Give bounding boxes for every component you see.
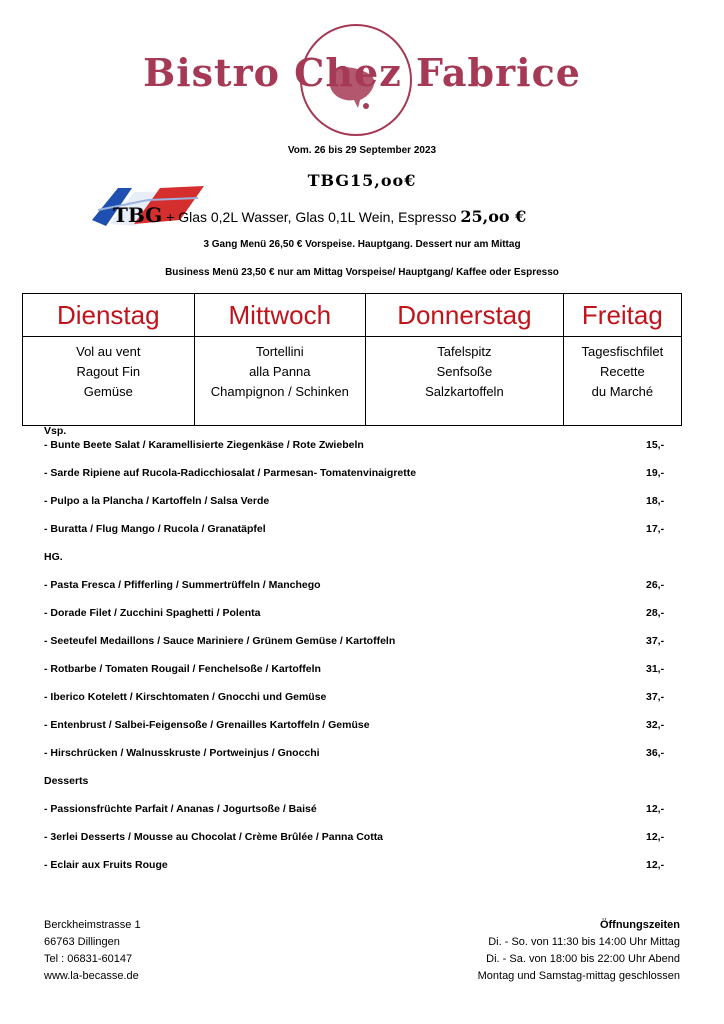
menu-item	[44, 829, 684, 857]
item-name: - Bunte Beete Salat / Karamellisierte Ziegenkäse / Rote Zwiebeln	[44, 439, 364, 451]
day-header: Donnerstag	[366, 294, 564, 337]
item-price: 12,-	[646, 831, 665, 843]
item-price: 17,-	[646, 523, 665, 535]
section-label: Vsp.	[44, 425, 67, 437]
item-name: - Hirschrücken / Walnusskruste / Portweinjus / Gnocchi	[44, 747, 320, 759]
item-price: 12,-	[646, 803, 665, 815]
logo-text: Bistro Chez Fabrice	[143, 50, 581, 95]
item-price: 18,-	[646, 495, 665, 507]
item-name: - Dorade Filet / Zucchini Spaghetti / Polenta	[44, 607, 261, 619]
dish-line: Gemüse	[83, 384, 133, 399]
item-name: - Rotbarbe / Tomaten Rougail / Fenchelsoße / Kartoffeln	[44, 663, 321, 675]
menu-item	[44, 437, 684, 465]
item-price: 37,-	[646, 635, 665, 647]
item-name: - Sarde Ripiene auf Rucola-Radicchiosalat / Parmesan- Tomatenvinaigrette	[44, 467, 417, 479]
three-course-menu: 3 Gang Menü 26,50 € Vorspeise. Hauptgang. Dessert nur am Mittag	[203, 239, 521, 250]
menu-item	[44, 745, 684, 773]
menu-item	[44, 689, 684, 717]
item-name: - Seeteufel Medaillons / Sauce Mariniere / Grünem Gemüse / Kartoffeln	[44, 635, 396, 647]
day-header: Mittwoch	[194, 294, 366, 337]
hours-line: Di. - Sa. von 18:00 bis 22:00 Uhr Abend	[486, 953, 680, 965]
day-dish	[366, 337, 564, 426]
menu-item	[44, 521, 684, 549]
address-city: 66763 Dillingen	[44, 936, 120, 948]
item-price: 31,-	[646, 663, 665, 675]
dish-line: Tagesfischfilet	[581, 344, 664, 359]
menu-item	[44, 465, 684, 493]
menu-item	[44, 717, 684, 745]
tbg-label: TBG	[113, 203, 163, 227]
dish-line: Recette	[599, 364, 645, 379]
a-la-carte-menu	[44, 423, 684, 885]
item-price: 37,-	[646, 691, 665, 703]
item-price: 19,-	[646, 467, 665, 479]
business-menu: Business Menü 23,50 € nur am Mittag Vorspeise/ Hauptgang/ Kaffee oder Espresso	[165, 267, 559, 278]
item-name: - 3erlei Desserts / Mousse au Chocolat / Crème Brûlée / Panna Cotta	[44, 831, 384, 843]
opening-hours	[478, 917, 680, 985]
dish-line: Tafelspitz	[437, 344, 492, 359]
menu-item	[44, 605, 684, 633]
menu-item	[44, 801, 684, 829]
hours-line: Montag und Samstag-mittag geschlossen	[477, 970, 680, 982]
section-label: Desserts	[44, 775, 89, 787]
dish-line: Tortellini	[255, 344, 304, 359]
item-price: 12,-	[646, 859, 665, 871]
weekly-menu-table	[22, 293, 682, 426]
tbg-price: TBG15,oo€	[307, 171, 417, 190]
item-name: - Pasta Fresca / Pfifferling / Summertrüffeln / Manchego	[44, 579, 321, 591]
menu-item	[44, 493, 684, 521]
address-street: Berckheimstrasse 1	[44, 919, 141, 931]
tbg-offer-row	[113, 203, 633, 227]
dish-line: Vol au vent	[76, 344, 141, 359]
item-price: 36,-	[646, 747, 665, 759]
address-block	[44, 917, 141, 985]
hours-line: Di. - So. von 11:30 bis 14:00 Uhr Mittag	[488, 936, 680, 948]
item-price: 26,-	[646, 579, 665, 591]
item-price: 15,-	[646, 439, 665, 451]
website-link[interactable]: www.la-becasse.de	[44, 970, 139, 982]
menu-item	[44, 577, 684, 605]
item-name: - Eclair aux Fruits Rouge	[44, 859, 168, 871]
day-header: Freitag	[563, 294, 681, 337]
day-dish	[194, 337, 366, 426]
menu-item	[44, 633, 684, 661]
dish-line: Senfsoße	[436, 364, 493, 379]
dish-line: du Marché	[591, 384, 654, 399]
dish-line: alla Panna	[249, 364, 311, 379]
item-price: 28,-	[646, 607, 665, 619]
item-name: - Iberico Kotelett / Kirschtomaten / Gnocchi und Gemüse	[44, 691, 327, 703]
menu-item	[44, 857, 684, 885]
item-name: - Pulpo a la Plancha / Kartoffeln / Salsa Verde	[44, 495, 270, 507]
day-dish	[23, 337, 195, 426]
tbg-offer-price: 25,oo €	[460, 207, 527, 226]
hours-title: Öffnungszeiten	[599, 919, 680, 931]
phone-number: Tel : 06831-60147	[44, 953, 133, 965]
menu-item	[44, 661, 684, 689]
item-name: - Entenbrust / Salbei-Feigensoße / Grenailles Kartoffeln / Gemüse	[44, 719, 370, 731]
dish-line: Ragout Fin	[76, 364, 141, 379]
dish-line: Salzkartoffeln	[425, 384, 504, 399]
day-dish	[563, 337, 681, 426]
item-name: - Buratta / Flug Mango / Rucola / Granatäpfel	[44, 523, 266, 535]
item-name: - Passionsfrüchte Parfait / Ananas / Jogurtsoße / Baisé	[44, 803, 317, 815]
section-label: HG.	[44, 551, 63, 563]
date-line: Vom. 26 bis 29 September 2023	[287, 145, 437, 156]
item-price: 32,-	[646, 719, 665, 731]
day-header: Dienstag	[23, 294, 195, 337]
tbg-offer-text: + Glas 0,2L Wasser, Glas 0,1L Wein, Espresso	[162, 209, 461, 225]
dish-line: Champignon / Schinken	[210, 384, 349, 399]
